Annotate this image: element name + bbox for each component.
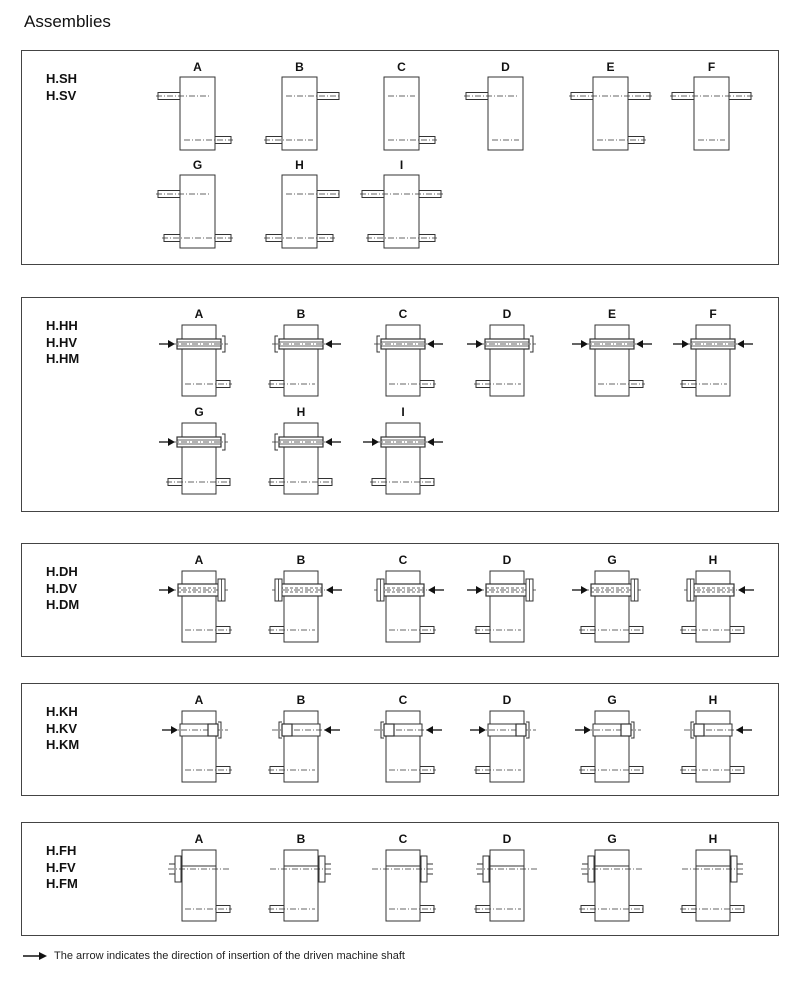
key-fit [282, 724, 292, 736]
arrow-right-icon [479, 726, 486, 734]
arrow-right-icon [476, 340, 483, 348]
variant-letter: C [398, 307, 408, 321]
assembly-F [673, 307, 753, 396]
arrow-left-icon [326, 586, 333, 594]
variant-letter: A [193, 60, 202, 74]
assembly-H [268, 405, 341, 494]
housing-body [182, 866, 216, 921]
arrow-left-icon [427, 340, 434, 348]
arrow-right-icon [476, 586, 483, 594]
variant-letter: G [607, 832, 617, 846]
assembly-H [680, 832, 746, 921]
housing-top [284, 850, 318, 866]
assembly-A [168, 832, 232, 921]
key-fit [694, 724, 704, 736]
assembly-E [569, 60, 652, 150]
variant-letter: G [607, 553, 617, 567]
arrow-right-icon [584, 726, 591, 734]
model-label: H.HV [46, 334, 78, 350]
assembly-D [467, 553, 536, 642]
assembly-I [363, 405, 443, 494]
model-label: H.KV [46, 720, 78, 736]
panel-h-s [21, 50, 779, 265]
assembly-D [467, 307, 536, 396]
variant-letter: D [502, 307, 512, 321]
key-fit [208, 724, 218, 736]
arrow-right-icon [168, 340, 175, 348]
model-label: H.FM [46, 876, 78, 891]
housing-top [490, 850, 524, 866]
assembly-G [159, 405, 232, 494]
variant-letter: H [708, 832, 718, 846]
housing-body [490, 866, 524, 921]
model-label: H.KM [46, 737, 80, 752]
drawing-area [22, 298, 778, 511]
variant-letter: A [194, 832, 204, 846]
assembly-C [374, 553, 444, 642]
variant-letter: B [295, 60, 304, 74]
variant-letter: H [295, 158, 304, 172]
variant-letter: H [296, 405, 306, 419]
variant-letter: A [194, 693, 204, 707]
assembly-B [268, 693, 340, 782]
arrow-right-icon [168, 586, 175, 594]
assembly-G [572, 553, 645, 642]
variant-letter: C [397, 60, 406, 74]
housing-body [180, 77, 215, 150]
page-title: Assemblies [24, 12, 111, 31]
assembly-E [572, 307, 652, 396]
assembly-C [372, 832, 436, 921]
variant-letter: B [296, 307, 306, 321]
arrow-left-icon [738, 586, 745, 594]
arrow-left-icon [426, 726, 433, 734]
arrow-right-icon [22, 951, 48, 961]
variant-letter: C [398, 693, 408, 707]
panel-h-d [21, 543, 779, 657]
variant-letter: E [607, 307, 617, 321]
arrow-left-icon [428, 586, 435, 594]
housing-body [282, 175, 317, 248]
panel-h-f [21, 822, 779, 936]
key-fit [621, 724, 631, 736]
model-label: H.DM [46, 597, 80, 612]
housing-body [282, 77, 317, 150]
model-label: H.DV [46, 580, 78, 596]
key-fit [384, 724, 394, 736]
model-label: H.HM [46, 351, 80, 366]
variant-letter: E [606, 60, 615, 74]
footer-note [22, 950, 405, 962]
arrow-right-icon [581, 586, 588, 594]
variant-letter: D [501, 60, 510, 74]
footer-text: The arrow indicates the direction of insertion of the driven machine shaft [54, 950, 405, 962]
arrow-right-icon [168, 438, 175, 446]
variant-letter: I [401, 405, 405, 419]
housing-body [696, 866, 730, 921]
assembly-F [670, 60, 753, 150]
housing-body [180, 175, 215, 248]
variant-letter: B [296, 832, 306, 846]
housing-body [384, 175, 419, 248]
arrow-left-icon [325, 438, 332, 446]
assembly-G [156, 158, 233, 248]
variant-letter: D [502, 832, 512, 846]
assembly-A [156, 60, 233, 150]
assembly-B [268, 832, 332, 921]
assembly-B [268, 553, 342, 642]
variant-letter: D [502, 693, 512, 707]
assembly-D [470, 693, 536, 782]
variant-letter: F [707, 60, 716, 74]
key-fit [516, 724, 526, 736]
arrow-left-icon [324, 726, 331, 734]
arrow-left-icon [427, 438, 434, 446]
assembly-H [264, 158, 341, 248]
variant-letter: G [194, 405, 204, 419]
model-label: H.SV [46, 87, 77, 103]
arrow-left-icon [737, 340, 744, 348]
assembly-A [159, 553, 232, 642]
housing-top [182, 850, 216, 866]
housing-body [593, 77, 628, 150]
arrow-left-icon [325, 340, 332, 348]
variant-letter: C [398, 832, 408, 846]
assembly-C [374, 693, 442, 782]
variant-letter: A [194, 307, 204, 321]
assembly-H [680, 693, 752, 782]
variant-letter: G [192, 158, 203, 172]
drawing-area [22, 684, 778, 795]
housing-top [595, 850, 629, 866]
assembly-G [579, 832, 645, 921]
arrow-right-icon [682, 340, 689, 348]
variant-letter: A [194, 553, 204, 567]
housing-body [488, 77, 523, 150]
variant-letter: C [398, 553, 408, 567]
assembly-G [575, 693, 645, 782]
variant-letter: H [708, 553, 718, 567]
assembly-B [268, 307, 341, 396]
variant-letter: G [607, 693, 617, 707]
arrow-right-icon [581, 340, 588, 348]
model-label: H.SH [46, 71, 78, 86]
model-label: H.FV [46, 859, 76, 875]
variant-letter: B [296, 693, 306, 707]
assembly-I [360, 158, 443, 248]
variant-letter: B [296, 553, 306, 567]
arrow-right-icon [372, 438, 379, 446]
housing-top [386, 850, 420, 866]
housing-body [386, 866, 420, 921]
drawing-area [22, 544, 778, 656]
assembly-A [159, 307, 232, 396]
assembly-H [680, 553, 754, 642]
panel-h-k [21, 683, 779, 796]
assembly-C [374, 307, 443, 396]
drawing-area [22, 823, 778, 935]
housing-body [384, 77, 419, 150]
assembly-B [264, 60, 341, 150]
assembly-D [474, 832, 538, 921]
arrow-left-icon [636, 340, 643, 348]
model-label: H.FH [46, 843, 77, 858]
variant-letter: I [399, 158, 404, 172]
assembly-C [384, 60, 437, 150]
arrow-left-icon [736, 726, 743, 734]
drawing-area [22, 51, 778, 264]
variant-letter: D [502, 553, 512, 567]
housing-body [595, 866, 629, 921]
housing-body [694, 77, 729, 150]
housing-top [696, 850, 730, 866]
panel-h-h [21, 297, 779, 512]
assembly-D [464, 60, 523, 150]
arrow-right-icon [171, 726, 178, 734]
model-label: H.HH [46, 318, 78, 333]
assembly-A [162, 693, 232, 782]
housing-body [284, 866, 318, 921]
variant-letter: F [709, 307, 717, 321]
variant-letter: H [708, 693, 718, 707]
model-label: H.KH [46, 704, 78, 719]
model-label: H.DH [46, 564, 78, 579]
